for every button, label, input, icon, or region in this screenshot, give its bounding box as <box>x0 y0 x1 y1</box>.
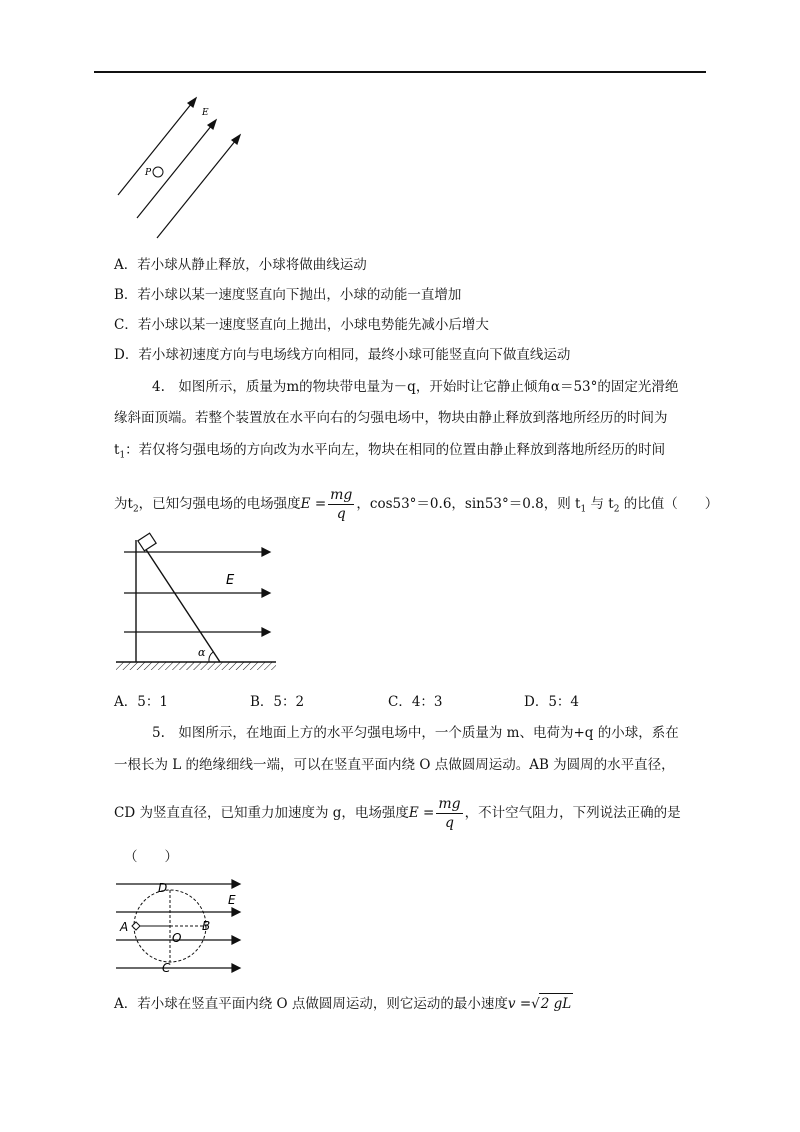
angle-label: α <box>198 646 206 659</box>
q4-option-b: B．5：2 <box>250 694 305 710</box>
q4-option-d: D．5：4 <box>524 694 580 710</box>
sqrt-sign: √ <box>531 996 540 1012</box>
point-label-p: P <box>145 168 152 178</box>
fraction-mg-over-q: $\frac{mg}{q}$ <box>330 487 353 522</box>
q5-line-3: CD 为竖直直径，已知重力加速度为 g，电场强度E = $\frac{mg}{q}$ ，不计空气阻力，下列说法正确的是 <box>114 796 681 831</box>
field-line-1 <box>118 98 196 195</box>
label-e: E <box>228 893 236 907</box>
q4-option-a: A．5：1 <box>114 694 168 710</box>
ground-hatch <box>116 662 276 670</box>
fraction-mg-over-q-2: $\frac{mg}{q}$ <box>438 796 461 831</box>
q5-line-1: 5. 如图所示，在地面上方的水平匀强电场中，一个质量为 m、电荷为+q 的小球，系在 <box>152 725 679 741</box>
block <box>138 533 156 551</box>
charged-ball <box>153 167 163 177</box>
q3-option-c: C．若小球以某一速度竖直向上抛出，小球电势能先减小后增大 <box>114 317 489 333</box>
figure-incline-field <box>112 532 282 672</box>
label-c: C <box>162 961 171 975</box>
label-b: B <box>202 919 211 933</box>
q4-line-2: 缘斜面顶端。若整个装置放在水平向右的匀强电场中，物块由静止释放到落地所经历的时间为 <box>114 410 668 426</box>
q3-option-d: D．若小球初速度方向与电场线方向相同，最终小球可能竖直向下做直线运动 <box>114 347 571 363</box>
ball-marker <box>132 922 140 930</box>
q4-line-1: 4. 如图所示，质量为m的物块带电量为－q，开始时让它静止倾角α＝53°的固定光滑绝 <box>152 379 679 395</box>
formula-lhs: E = <box>300 496 327 512</box>
angle-arc <box>209 652 213 662</box>
label-o: O <box>172 931 182 945</box>
figure-circle-field <box>112 876 252 980</box>
q3-option-b: B．若小球以某一速度竖直向下抛出，小球的动能一直增加 <box>114 287 462 303</box>
q4-option-c: C．4：3 <box>388 694 443 710</box>
label-a: A <box>120 920 129 934</box>
q5-line-2: 一根长为 L 的绝缘细线一端，可以在竖直平面内绕 O 点做圆周运动。AB 为圆周的水平直径， <box>114 757 675 773</box>
field-label-e2: E <box>226 573 235 588</box>
q3-option-a: A．若小球从静止释放，小球将做曲线运动 <box>114 257 367 273</box>
figure-field-lines-p <box>110 90 250 240</box>
label-d: D <box>158 881 168 895</box>
field-label-e: E <box>202 108 209 118</box>
q4-line-4: 为$t_2$，已知匀强电场的电场强度E = $\frac{mg}{q}$ ，cos53°＝0.6，sin53°＝0.8，则 $t_1$ 与 $t_2$ 的比值（ ） <box>114 487 719 522</box>
incline-surface <box>145 548 220 662</box>
formula-lhs-2: E = <box>408 805 435 821</box>
sqrt-radicand: 2 gL <box>539 993 574 1014</box>
q5-option-a: A．若小球在竖直平面内绕 O 点做圆周运动，则它运动的最小速度v =√2 gL <box>114 993 573 1014</box>
q4-line-3: $t_1$：若仅将匀强电场的方向改为水平向左，物块在相同的位置由静止释放到落地所经历的时间 <box>114 442 666 461</box>
field-line-3 <box>157 135 240 238</box>
q5-line-4: （ ） <box>124 849 178 865</box>
header-rule <box>94 71 706 73</box>
